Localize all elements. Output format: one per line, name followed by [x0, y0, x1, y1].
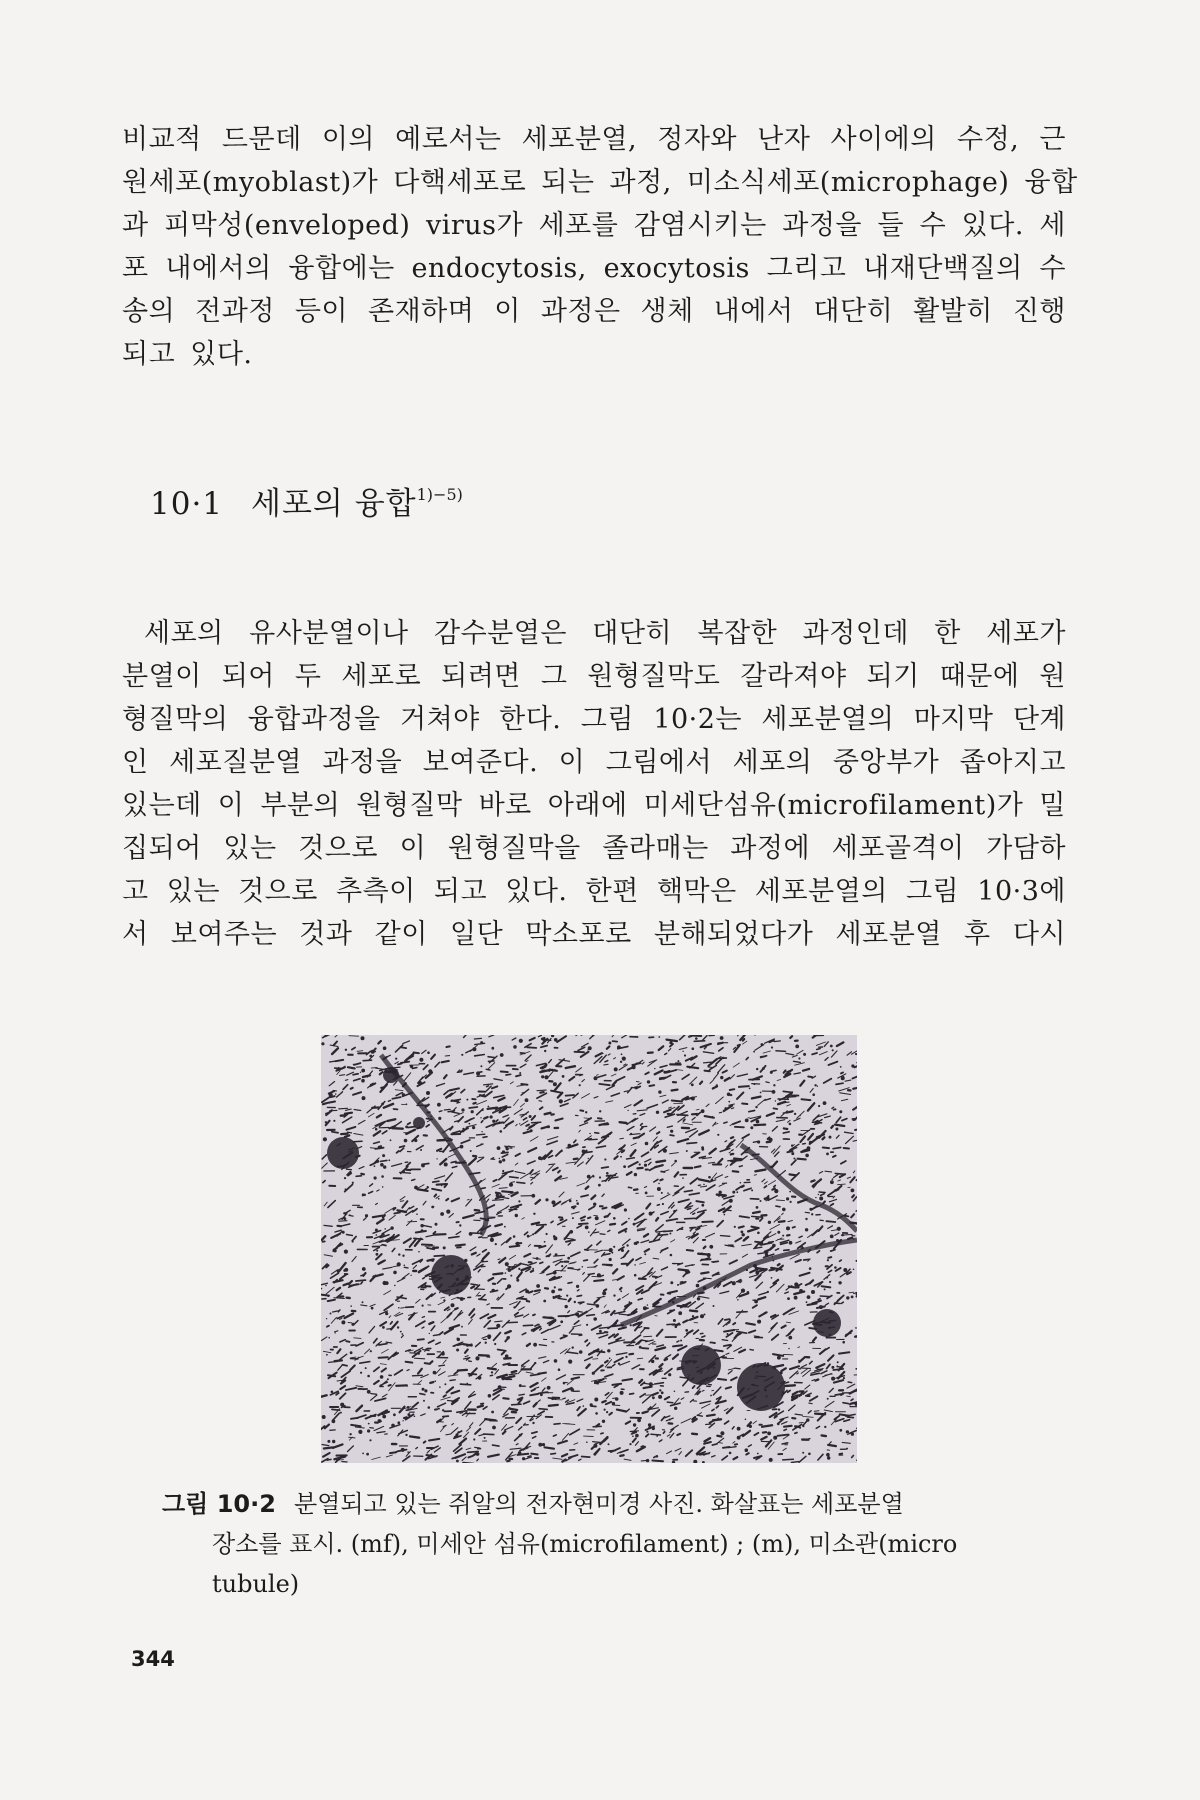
micrograph-texture — [321, 1035, 857, 1463]
text-line: 있는데 이 부분의 원형질막 바로 아래에 미세단섬유(microfilament)가 밀 — [122, 790, 1066, 821]
text-line: 포 내에서의 융합에는 endocytosis, exocytosis 그리고 내재단백질의 수 — [122, 253, 1066, 284]
dense-granule — [413, 1117, 425, 1129]
caption-line: 장소를 표시. (mf), 미세안 섬유(microfilament) ; (m), 미소관(micro — [212, 1530, 958, 1558]
electron-micrograph — [321, 1035, 857, 1463]
text-line: 비교적 드문데 이의 예로서는 세포분열, 정자와 난자 사이에의 수정, 근 — [122, 124, 1066, 155]
dense-granule — [737, 1363, 785, 1411]
text-line: 서 보여주는 것과 같이 일단 막소포로 분해되었다가 세포분열 후 다시 — [122, 919, 1066, 950]
text-line: 고 있는 것으로 추측이 되고 있다. 한편 핵막은 세포분열의 그림 10·3에 — [122, 876, 1066, 907]
dense-granule — [681, 1345, 721, 1385]
reference-superscript: 1)−5) — [416, 485, 463, 504]
text-line: 집되어 있는 것으로 이 원형질막을 졸라매는 과정에 세포골격이 가담하 — [122, 833, 1066, 864]
text-line: 분열이 되어 두 세포로 되려면 그 원형질막도 갈라져야 되기 때문에 원 — [122, 661, 1066, 692]
dense-granule — [327, 1137, 359, 1169]
caption-line: 그림 10·2 분열되고 있는 쥐알의 전자현미경 사진. 화살표는 세포분열 — [162, 1490, 904, 1518]
section-heading — [150, 478, 463, 523]
text-line: 원세포(myoblast)가 다핵세포로 되는 과정, 미소식세포(microphage) 융합 — [122, 167, 1078, 198]
section-title: 세포의 융합 — [251, 486, 417, 522]
text-line: 송의 전과정 등이 존재하며 이 과정은 생체 내에서 대단히 활발히 진행 — [122, 296, 1066, 327]
text-line: 인 세포질분열 과정을 보여준다. 이 그림에서 세포의 중앙부가 좁아지고 — [122, 747, 1066, 778]
page-number: 344 — [131, 1647, 175, 1671]
section-number: 10·1 — [150, 486, 224, 522]
text-line: 되고 있다. — [122, 339, 253, 370]
caption-line: tubule) — [212, 1570, 300, 1598]
figure-label: 그림 10·2 — [162, 1490, 276, 1518]
text-line: 과 피막성(enveloped) virus가 세포를 감염시키는 과정을 들 수 있다. 세 — [122, 210, 1066, 241]
text-line: 형질막의 융합과정을 거쳐야 한다. 그림 10·2는 세포분열의 마지막 단계 — [122, 704, 1066, 735]
paragraph-intro — [122, 118, 1078, 376]
dense-granule — [813, 1309, 841, 1337]
dense-granule — [431, 1255, 471, 1295]
figure-caption — [162, 1484, 1032, 1604]
text-line: 세포의 유사분열이나 감수분열은 대단히 복잡한 과정인데 한 세포가 — [144, 618, 1066, 649]
paragraph-cytokinesis — [122, 612, 1066, 956]
micrograph-image — [321, 1035, 857, 1463]
